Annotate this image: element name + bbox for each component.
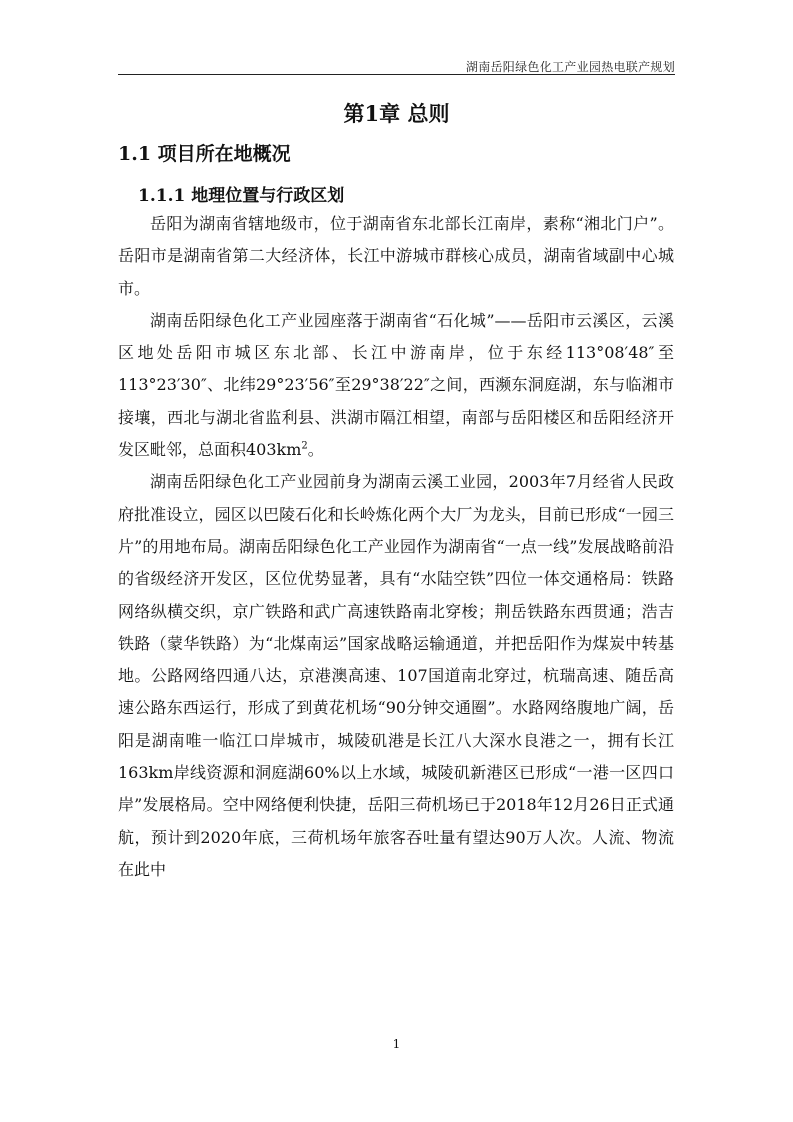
paragraph-2-text: 湖南岳阳绿色化工产业园座落于湖南省“石化城”——岳阳市云溪区，云溪区地处岳阳市城区东北部、长江中游南岸，位于东经113°08′48″至113°23′30″、北纬29°23′56″至29°38′22″之间，西濒东洞庭湖，东与临湘市接壤，西北与湖北省监利县、洪湖市隔江相望，南部与岳阳楼区和岳阳经济开发区毗邻，总面积403km <box>118 310 674 460</box>
chapter-title: 第1章 总则 <box>343 101 450 126</box>
body-text <box>118 208 674 886</box>
page-number: 1 <box>392 1037 401 1051</box>
superscript-2: 2 <box>301 440 308 452</box>
paragraph-3: 湖南岳阳绿色化工产业园前身为湖南云溪工业园，2003年7月经省人民政府批准设立，园区以巴陵石化和长岭炼化两个大厂为龙头，目前已形成“一园三片”的用地布局。湖南岳阳绿色化工产业园作为湖南省“一点一线”发展战略前沿的省级经济开发区，区位优势显著，具有“水陆空铁”四位一体交通格局：铁路网络纵横交织，京广铁路和武广高速铁路南北穿梭；荆岳铁路东西贯通；浩吉铁路（蒙华铁路）为“北煤南运”国家战略运输通道，并把岳阳作为煤炭中转基地。公路网络四通八达，京港澳高速、107国道南北穿过，杭瑞高速、随岳高速公路东西运行，形成了到黄花机场“90分钟交通圈”。水路网络腹地广阔，岳阳是湖南唯一临江口岸城市，城陵矶港是长江八大深水良港之一，拥有长江163km岸线资源和洞庭湖60%以上水域，城陵矶新港区已形成“一港一区四口岸”发展格局。空中网络便利快捷，岳阳三荷机场已于2018年12月26日正式通航，预计到2020年底，三荷机场年旅客吞吐量有望达90万人次。人流、物流在此中 <box>118 472 674 879</box>
header-rule <box>118 74 675 75</box>
paragraph-2 <box>118 305 674 466</box>
paragraph-1: 岳阳为湖南省辖地级市，位于湖南省东北部长江南岸，素称“湘北门户”。岳阳市是湖南省第二大经济体，长江中游城市群核心成员，湖南省域副中心城市。 <box>118 214 674 298</box>
subsection-heading: 1.1.1 地理位置与行政区划 <box>138 186 345 206</box>
running-header: 湖南岳阳绿色化工产业园热电联产规划 <box>465 60 675 74</box>
paragraph-2-end: 。 <box>307 440 324 460</box>
section-heading: 1.1 项目所在地概况 <box>118 143 291 165</box>
